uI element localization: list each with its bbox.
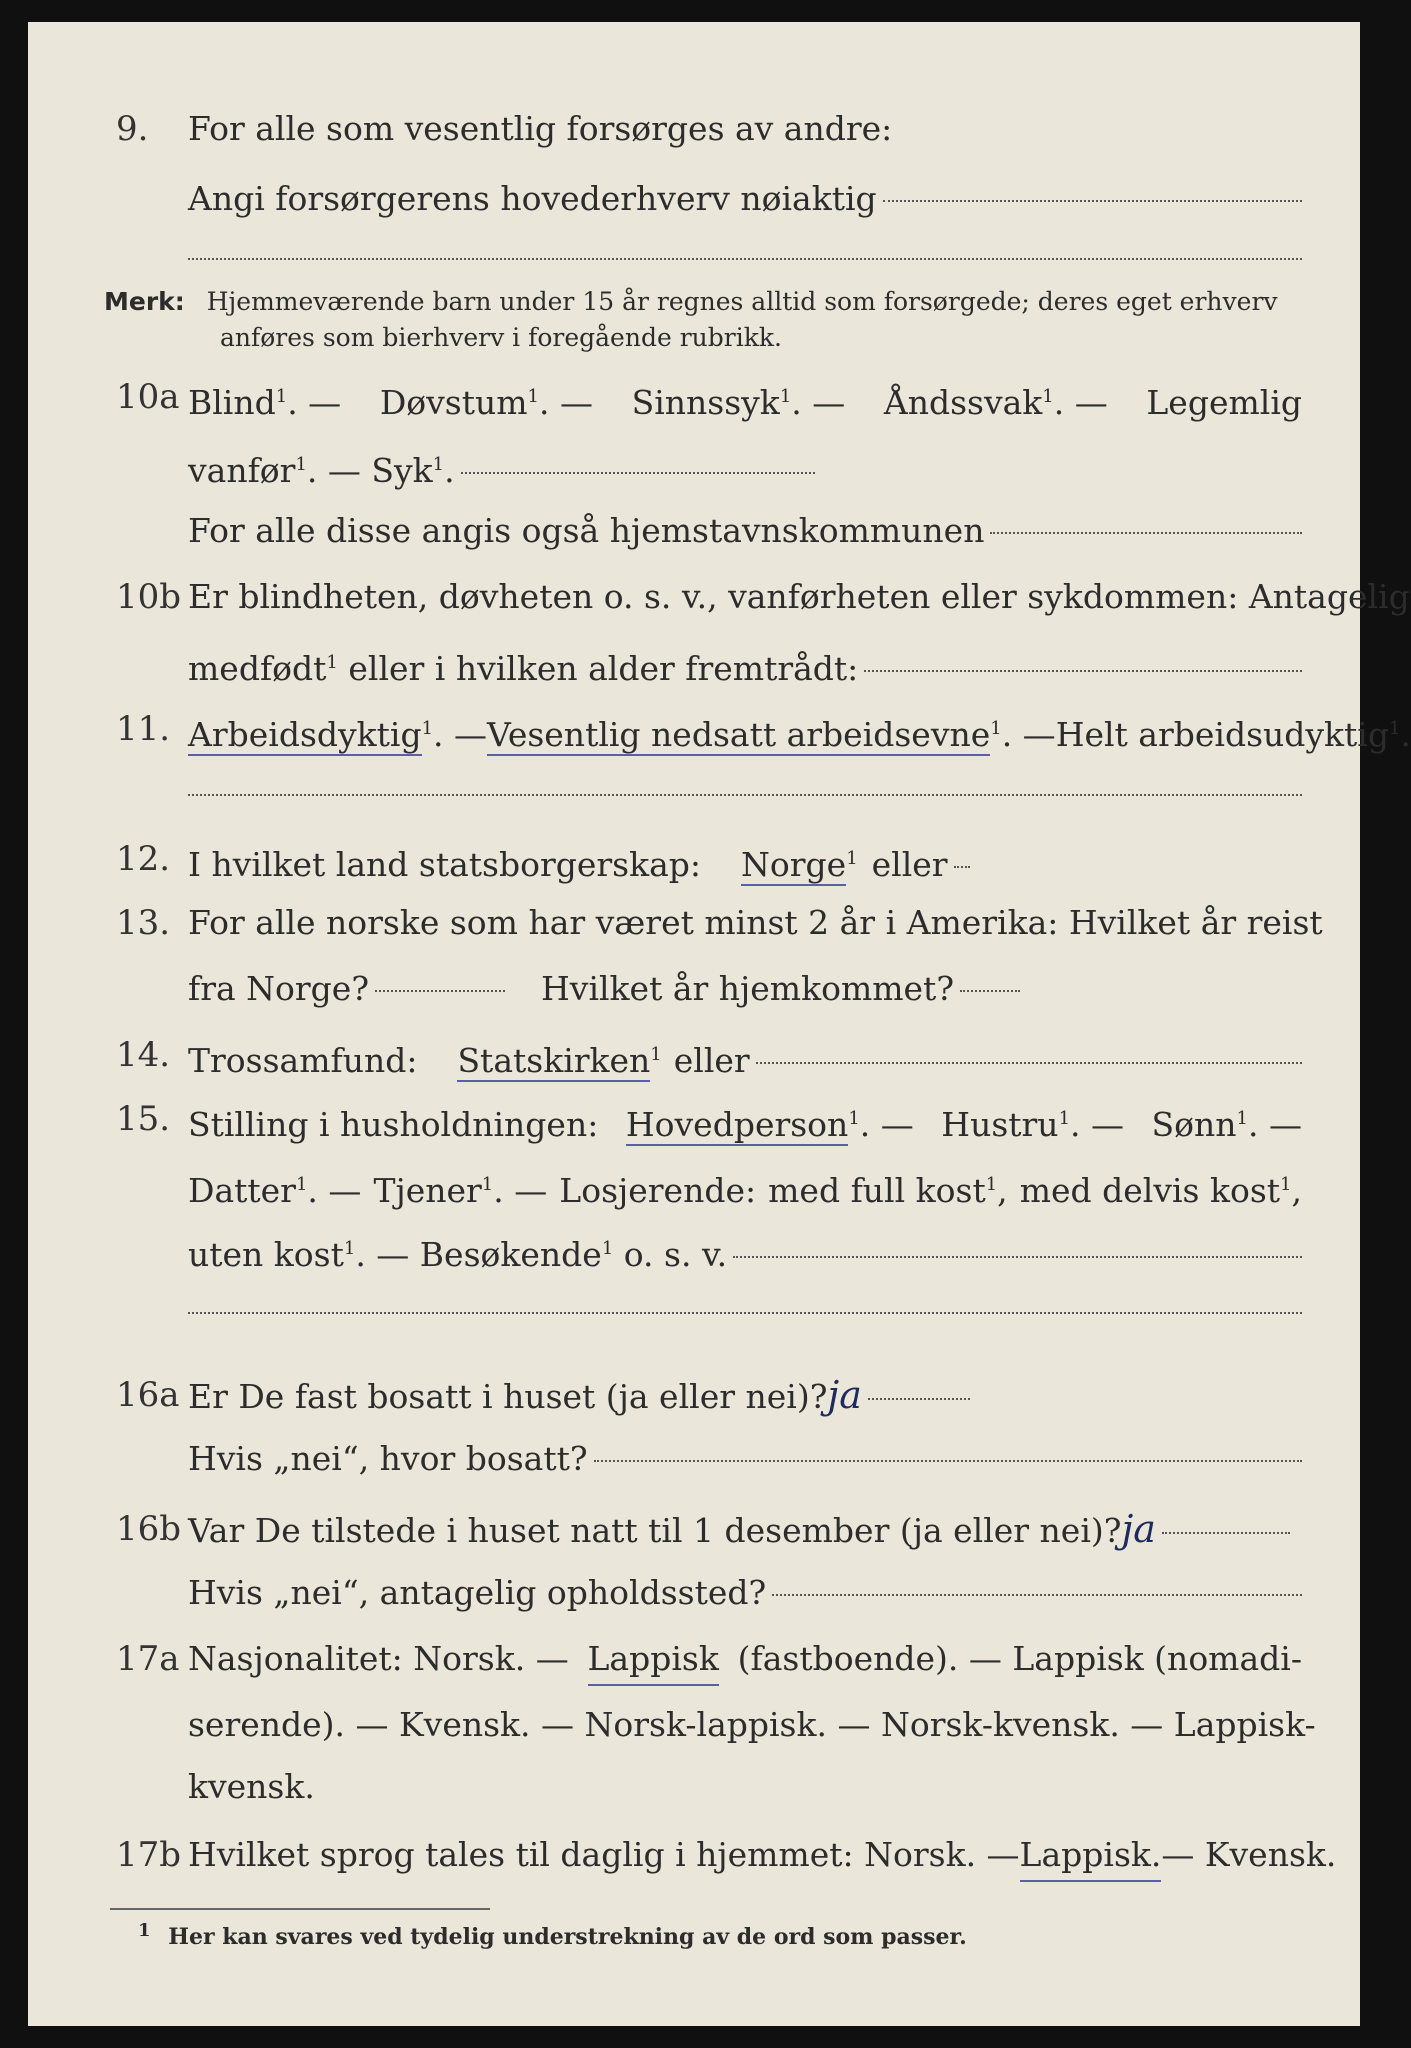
answer-line[interactable]: [1162, 1532, 1290, 1534]
option-norge[interactable]: Norge: [741, 845, 847, 884]
option-arbeidsdyktig[interactable]: Arbeidsdyktig: [188, 715, 422, 754]
question-text: serende). — Kvensk. — Norsk-lappisk. — Norsk-kvensk. — Lappisk-: [188, 1705, 1316, 1744]
answer-line[interactable]: [772, 1594, 1302, 1596]
option-eller: eller: [673, 1041, 750, 1080]
option-andssvak[interactable]: Åndssvak: [883, 383, 1043, 422]
question-16b: [28, 1504, 1360, 1554]
question-15-line3: uten kost$^1$. — Besøkende$^1$ o. s. v.: [28, 1224, 1360, 1274]
question-text: Hvilket sprog tales til daglig i hjemmet: Norsk. —: [188, 1835, 1020, 1874]
option-uten-kost[interactable]: uten kost: [188, 1235, 344, 1274]
question-number: 16b: [116, 1509, 182, 1549]
question-10b-line2: medfødt$^1$ eller i hvilken alder fremtrådt:: [28, 638, 1360, 688]
answer-line[interactable]: [883, 200, 1302, 202]
footnote-text: Her kan svares ved tydelig understrekning av de ord som passer.: [168, 1924, 967, 1951]
question-16a: [28, 1370, 1360, 1420]
question-text: Hvis „nei“, antagelig opholdssted?: [188, 1573, 767, 1612]
question-number: 17a: [116, 1639, 180, 1679]
question-17a-line3: [28, 1762, 1360, 1812]
option-datter[interactable]: Datter: [188, 1171, 296, 1210]
question-16a-line2: [28, 1434, 1360, 1484]
question-number: 16a: [116, 1375, 180, 1415]
question-text: eller i hvilken alder fremtrådt:: [348, 649, 859, 688]
option-dovstum[interactable]: Døvstum: [379, 383, 528, 422]
question-text: fra Norge?: [188, 969, 370, 1008]
question-number: 13.: [116, 903, 171, 943]
question-text: — Kvensk.: [1161, 1835, 1337, 1874]
question-9-line2: [28, 174, 1360, 224]
question-text: o. s. v.: [623, 1235, 728, 1274]
question-11: 11. Arbeidsdyktig$^1$. — Vesentlig nedsatt arbeidsevne$^1$. — Helt arbeidsudyktig$^1$.: [28, 704, 1360, 754]
option-besokende[interactable]: Besøkende: [419, 1235, 602, 1274]
question-13: [28, 898, 1360, 948]
question-text: For alle disse angis også hjemstavnskommunen: [188, 511, 985, 550]
answer-line[interactable]: [188, 794, 1302, 796]
question-17a: [28, 1634, 1360, 1684]
question-number: 11.: [116, 709, 171, 749]
answer-line[interactable]: [756, 1062, 1302, 1064]
question-text: Hvilket år hjemkommet?: [541, 969, 955, 1008]
option-tjener[interactable]: Tjener: [373, 1171, 482, 1210]
handwritten-answer[interactable]: ja: [1121, 1507, 1156, 1551]
footnote: [138, 1920, 967, 1950]
question-13-line2: [28, 964, 1360, 1014]
question-10a-line2: vanfør$^1$. — Syk$^1$.: [28, 440, 1360, 490]
option-sinnssyk[interactable]: Sinnssyk: [631, 383, 780, 422]
answer-line[interactable]: [188, 1312, 1302, 1314]
note-label: Merk:: [104, 287, 185, 316]
question-number: 17b: [116, 1835, 182, 1875]
question-14: 14. Trossamfund: Statskirken$^1$ eller: [28, 1030, 1360, 1080]
option-losjerende[interactable]: Losjerende:: [559, 1171, 757, 1210]
answer-line[interactable]: [868, 1398, 970, 1400]
option-delvis-kost[interactable]: med delvis kost: [1019, 1171, 1281, 1210]
answer-line[interactable]: [461, 472, 815, 474]
option-lappisk[interactable]: Lappisk.: [1020, 1830, 1162, 1882]
option-vanfor[interactable]: vanfør: [188, 451, 296, 490]
answer-line[interactable]: [375, 990, 505, 992]
option-full-kost[interactable]: med full kost: [768, 1171, 986, 1210]
question-16b-line2: [28, 1568, 1360, 1618]
footnote-mark: 1: [138, 1920, 151, 1941]
question-text: Var De tilstede i huset natt til 1 desember (ja eller nei)?: [188, 1511, 1122, 1550]
answer-line[interactable]: [864, 670, 1302, 672]
question-text: Er De fast bosatt i huset (ja eller nei)?: [188, 1377, 828, 1416]
question-text: Nasjonalitet: Norsk. —: [188, 1639, 569, 1678]
option-lappisk[interactable]: Lappisk: [588, 1634, 719, 1686]
question-text: Angi forsørgerens hovederhverv nøiaktig: [188, 179, 877, 218]
question-text: For alle norske som har været minst 2 år i Amerika: Hvilket år reist: [188, 903, 1323, 942]
question-text: Stilling i husholdningen:: [188, 1105, 599, 1144]
footnote-rule: [110, 1908, 490, 1910]
question-text: (fastboende). — Lappisk (nomadi-: [737, 1639, 1302, 1678]
option-legemlig[interactable]: Legemlig: [1146, 383, 1302, 422]
question-number: 15.: [116, 1099, 171, 1139]
question-text: For alle som vesentlig forsørges av andre:: [188, 109, 893, 148]
question-number: 9.: [116, 109, 149, 149]
handwritten-answer[interactable]: ja: [827, 1373, 862, 1417]
question-15-line2: Datter$^1$. — Tjener$^1$. — Losjerende: med full kost$^1$, med delvis kost$^1$,: [28, 1160, 1360, 1210]
option-hovedperson[interactable]: Hovedperson: [625, 1105, 849, 1144]
option-sonn[interactable]: Sønn: [1151, 1105, 1237, 1144]
question-12: 12. I hvilket land statsborgerskap: Norge$^1$ eller: [28, 834, 1360, 884]
question-10b: [28, 572, 1410, 622]
question-15: 15. Stilling i husholdningen: Hovedperson$^1$. — Hustru$^1$. — Sønn$^1$. —: [28, 1094, 1360, 1144]
answer-line[interactable]: [960, 990, 1020, 992]
question-number: 10a: [116, 377, 180, 417]
note-text: Hjemmeværende barn under 15 år regnes alltid som forsørgede; deres eget erhverv: [206, 287, 1278, 316]
question-17b: [28, 1830, 1360, 1880]
option-eller: eller: [871, 845, 948, 884]
answer-line[interactable]: [188, 258, 1302, 260]
option-syk[interactable]: Syk: [371, 451, 433, 490]
question-10a-line3: [28, 506, 1360, 556]
option-statskirken[interactable]: Statskirken: [457, 1041, 651, 1080]
question-text: Er blindheten, døvheten o. s. v., vanførheten eller sykdommen: Antagelig: [188, 577, 1410, 616]
question-10a: 10a Blind$^1$. — Døvstum$^1$. — Sinnssyk$^1$. — Åndssvak$^1$. — Legemlig: [28, 372, 1360, 422]
option-blind[interactable]: Blind: [188, 383, 276, 422]
question-number: 14.: [116, 1035, 171, 1075]
question-text: Trossamfund:: [188, 1041, 418, 1080]
question-9: [28, 104, 1360, 154]
question-number: 10b: [116, 577, 182, 617]
question-text: kvensk.: [188, 1767, 315, 1806]
form-page: [28, 22, 1411, 2026]
answer-line[interactable]: [594, 1460, 1302, 1462]
option-helt-arbeidsudyktig[interactable]: Helt arbeidsudyktig: [1055, 715, 1389, 754]
note-text: anføres som bierhverv i foregående rubrikk.: [220, 323, 782, 352]
option-vesentlig-nedsatt[interactable]: Vesentlig nedsatt arbeidsevne: [487, 715, 991, 754]
answer-line[interactable]: [990, 532, 1302, 534]
question-text: Hvis „nei“, hvor bosatt?: [188, 1439, 588, 1478]
question-17a-line2: [28, 1700, 1360, 1750]
note-merk: [104, 284, 1302, 356]
option-hustru[interactable]: Hustru: [941, 1105, 1059, 1144]
answer-line[interactable]: [954, 866, 970, 868]
answer-line[interactable]: [733, 1256, 1302, 1258]
question-text: I hvilket land statsborgerskap:: [188, 845, 702, 884]
option-medfodt[interactable]: medfødt: [188, 649, 327, 688]
question-number: 12.: [116, 839, 171, 879]
